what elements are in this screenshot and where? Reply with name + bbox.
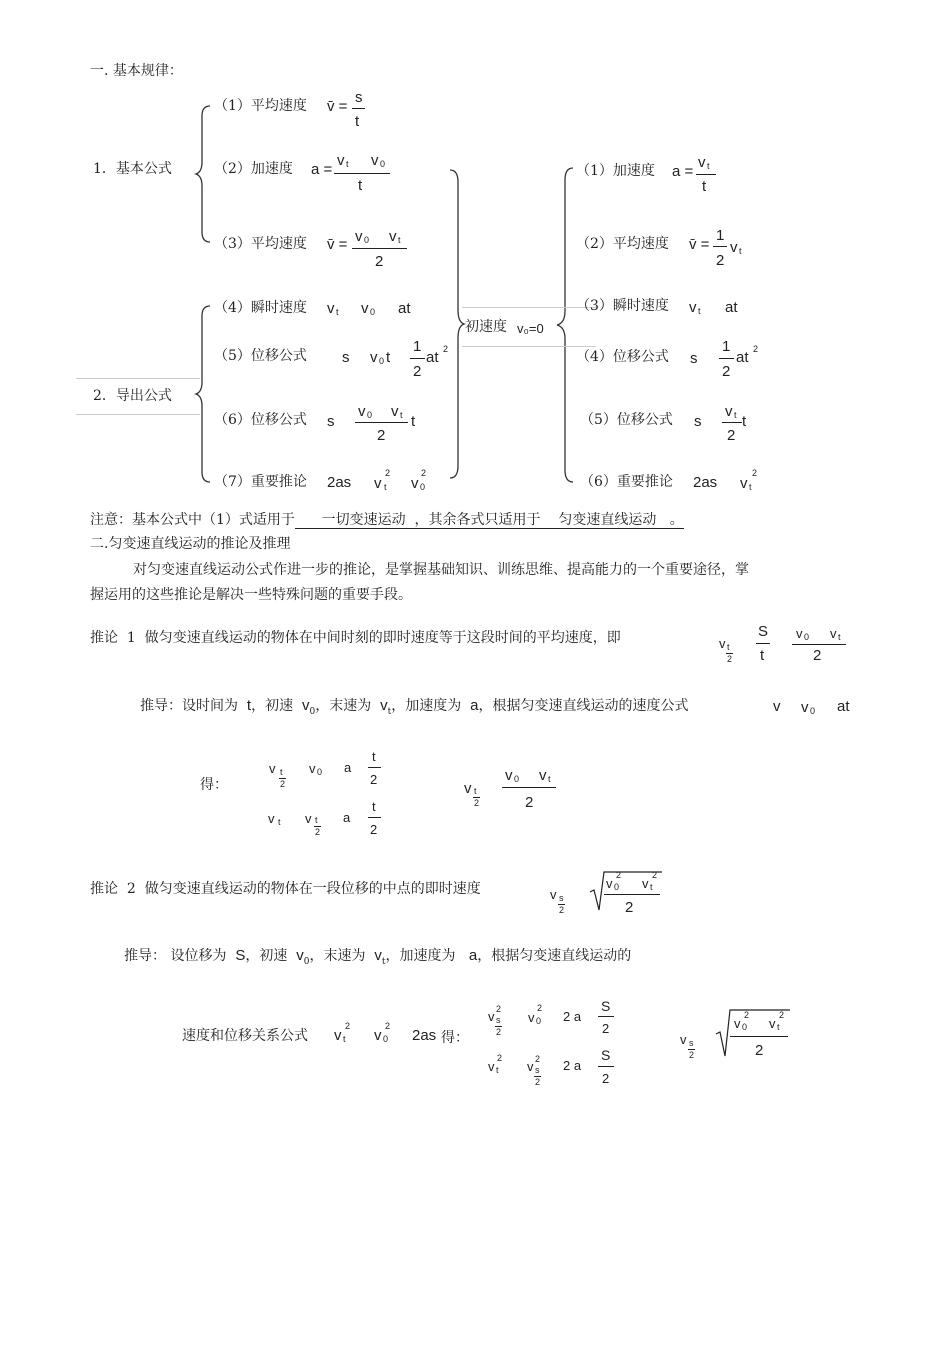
c2-label: 推论 2 做匀变速直线运动的物体在一段位移的中点的即时速度: [90, 881, 481, 897]
left-brace-2: [194, 304, 214, 484]
divider-line: [76, 414, 200, 415]
divider-line: [76, 378, 200, 379]
init-label: 初速度: [465, 319, 507, 335]
section1-title: 一. 基本规律：: [90, 63, 183, 79]
right-item-2: （2）平均速度: [576, 236, 669, 252]
right-item-3: （3）瞬时速度: [576, 298, 669, 314]
group1-label: 1．基本公式: [93, 161, 172, 177]
c1-get: 得：: [200, 777, 228, 793]
intro-line-2: 握运用的这些推论是解决一些特殊问题的重要手段。: [90, 587, 412, 603]
section2-title: 二.匀变速直线运动的推论及推理: [90, 536, 291, 552]
init-cond: v₀=0: [517, 321, 544, 336]
left-item-3: （3）平均速度: [214, 236, 307, 252]
left-item-4: （4）瞬时速度: [214, 300, 307, 316]
left-item-5: （5）位移公式: [214, 348, 307, 364]
right-item-6: （6）重要推论: [580, 474, 673, 490]
right-brace: [553, 166, 577, 484]
left-item-2: （2）加速度: [214, 161, 293, 177]
left-item-1: （1）平均速度: [214, 98, 307, 114]
c2-get: 得：: [441, 1030, 469, 1046]
group2-label: 2．导出公式: [93, 388, 172, 404]
left-item-7: （7）重要推论: [214, 474, 307, 490]
c1-derive-line: 推导：设时间为 t，初速 $v_0$，末速为 $v_t$，加速度为 a，根据匀变速直线运动的速度公式: [140, 697, 689, 717]
right-item-4: （4）位移公式: [576, 349, 669, 365]
intro-line-1: 对匀变速直线运动公式作进一步的推论，是掌握基础知识、训练思维、提高能力的一个重要途径，掌: [133, 562, 749, 578]
left-brace-1: [194, 104, 214, 244]
right-item-1: （1）加速度: [576, 163, 655, 179]
right-item-5: （5）位移公式: [580, 412, 673, 428]
c1-label: 推论 1 做匀变速直线运动的物体在中间时刻的即时速度等于这段时间的平均速度，即: [90, 630, 621, 646]
c2-derive-line: 推导： 设位移为 S，初速 $v_0$，末速为 $v_t$，加速度为 a，根据匀变速直线运动的: [124, 947, 632, 967]
c2-line2: 速度和位移关系公式: [182, 1028, 308, 1044]
divider-line: [462, 346, 596, 347]
left-item-6: （6）位移公式: [214, 412, 307, 428]
note-line: 注意：基本公式中（1）式适用于 一切变速运动 ，其余各式只适用于 匀变速直线运动 。: [90, 512, 684, 528]
